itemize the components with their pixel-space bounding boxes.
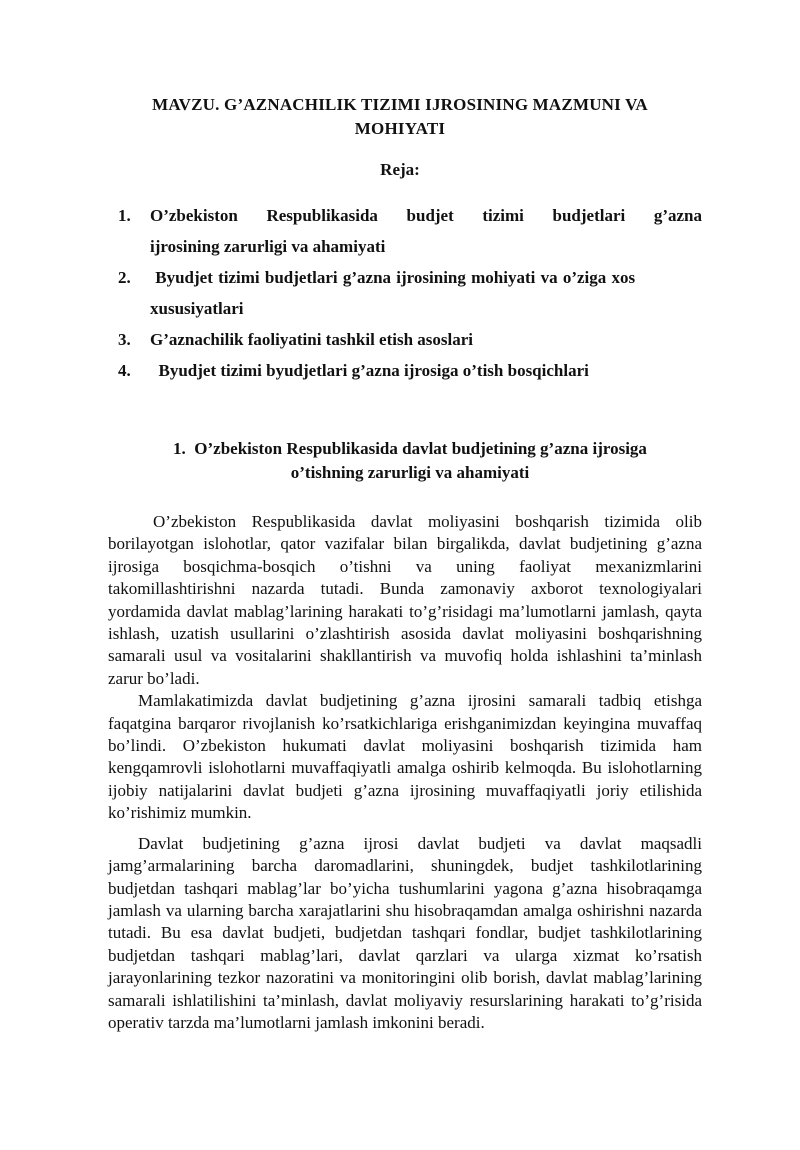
section-heading-line-2: o’tishning zarurligi va ahamiyati bbox=[290, 463, 530, 482]
plan-item bbox=[108, 262, 702, 324]
plan-item bbox=[108, 200, 702, 262]
plan-item-text-cont: ijrosining zarurligi va ahamiyati bbox=[150, 237, 386, 256]
paragraph: Davlat budjetining g’azna ijrosi davlat budjeti va davlat maqsadli jamg’armalarining barcha daromadlarini, shuningdek, budjet tashkilotlarining budjetdan tashqari mablag’lar bo’yicha tushumlarini yagona g’azna hisobraqamga jamlash va ularning barcha xarajatlarini shu hisobraqamdan amalga oshirishni nazarda tutadi. Bu esa davlat budjeti, budjetdan tashqari fondlar, budjet tashkilotlarining budjetdan tashqari mablag’lari, davlat qarzlari va ularga xizmat ko’rsatish jarayonlarining tezkor nazoratini va monitoringini olib borish, davlat mablag’larining samarali ishlatilishini ta’minlash, davlat moliyaviy resurslarining harakati to’g’risida operativ tarzda ma’lumotlarni jamlash imkonini beradi. bbox=[108, 833, 702, 1032]
plan-list bbox=[108, 200, 702, 386]
plan-item bbox=[108, 324, 702, 355]
plan-label bbox=[0, 160, 800, 180]
plan-item-text-cont: xususiyatlari bbox=[150, 299, 244, 318]
plan-item-number: 4. bbox=[118, 361, 131, 380]
paragraph: O’zbekiston Respublikasida davlat moliyasini boshqarish tizimida olib borilayotgan islohotlar, qator vazifalar bilan birgalikda, davlat budjetining g’azna ijrosiga bosqichma-bosqich o’tishni va uning faoliyat mexanizmlarini takomillashtirishni nazarda tutadi. Bunda zamonaviy axborot texnologiyalari yordamida davlat mablag’larining harakati to’g’risidagi ma’lumotlarni jamlash, qayta ishlash, uzatish usullarini o’zlashtirish asosida davlat moliyasini boshqarishning samarali usul va vositalarini shakllantirish va muvofiq holda ishlashini ta’minlash zarur bo’ladi. bbox=[108, 512, 702, 688]
page-title bbox=[90, 93, 710, 141]
plan-label-text: Reja: bbox=[380, 160, 420, 179]
plan-item bbox=[108, 355, 702, 386]
title-line-2: MOHIYATI bbox=[354, 119, 446, 138]
plan-item-number: 3. bbox=[118, 330, 131, 349]
plan-item-number: 1. bbox=[118, 206, 131, 225]
paragraph: Mamlakatimizda davlat budjetining g’azna ijrosini samarali tadbiq etishga faqatgina barqaror rivojlanish ko’rsatkichlariga erishganimizdan keyingina muvaffaq bo’lindi. O’zbekiston hukumati davlat moliyasini boshqarish tizimida ham kengqamrovli islohotlarni muvaffaqiyatli amalga oshirib kelmoqda. Bu islohotlarning ijobiy natijalarini davlat budjeti g’azna ijrosining muvaffaqiyatli joriy etilishida ko’rishimiz mumkin. bbox=[108, 691, 702, 823]
plan-item-text: Byudjet tizimi byudjetlari g’azna ijrosiga o’tish bosqichlari bbox=[150, 361, 589, 380]
plan-item-text: O’zbekiston Respublikasida budjet tizimi budjetlari g’azna bbox=[150, 206, 702, 225]
title-line-1: MAVZU. G’AZNACHILIK TIZIMI IJROSINING MAZMUNI VA bbox=[152, 95, 648, 114]
section-heading-line-1: 1. O’zbekiston Respublikasida davlat budjetining g’azna ijrosiga bbox=[173, 439, 647, 458]
section-heading bbox=[140, 437, 680, 485]
plan-item-text: G’aznachilik faoliyatini tashkil etish asoslari bbox=[150, 330, 474, 349]
plan-item-text: Byudjet tizimi budjetlari g’azna ijrosining mohiyati va o’ziga xos bbox=[150, 268, 636, 287]
body-text bbox=[108, 511, 702, 1034]
plan-item-number: 2. bbox=[118, 268, 131, 287]
